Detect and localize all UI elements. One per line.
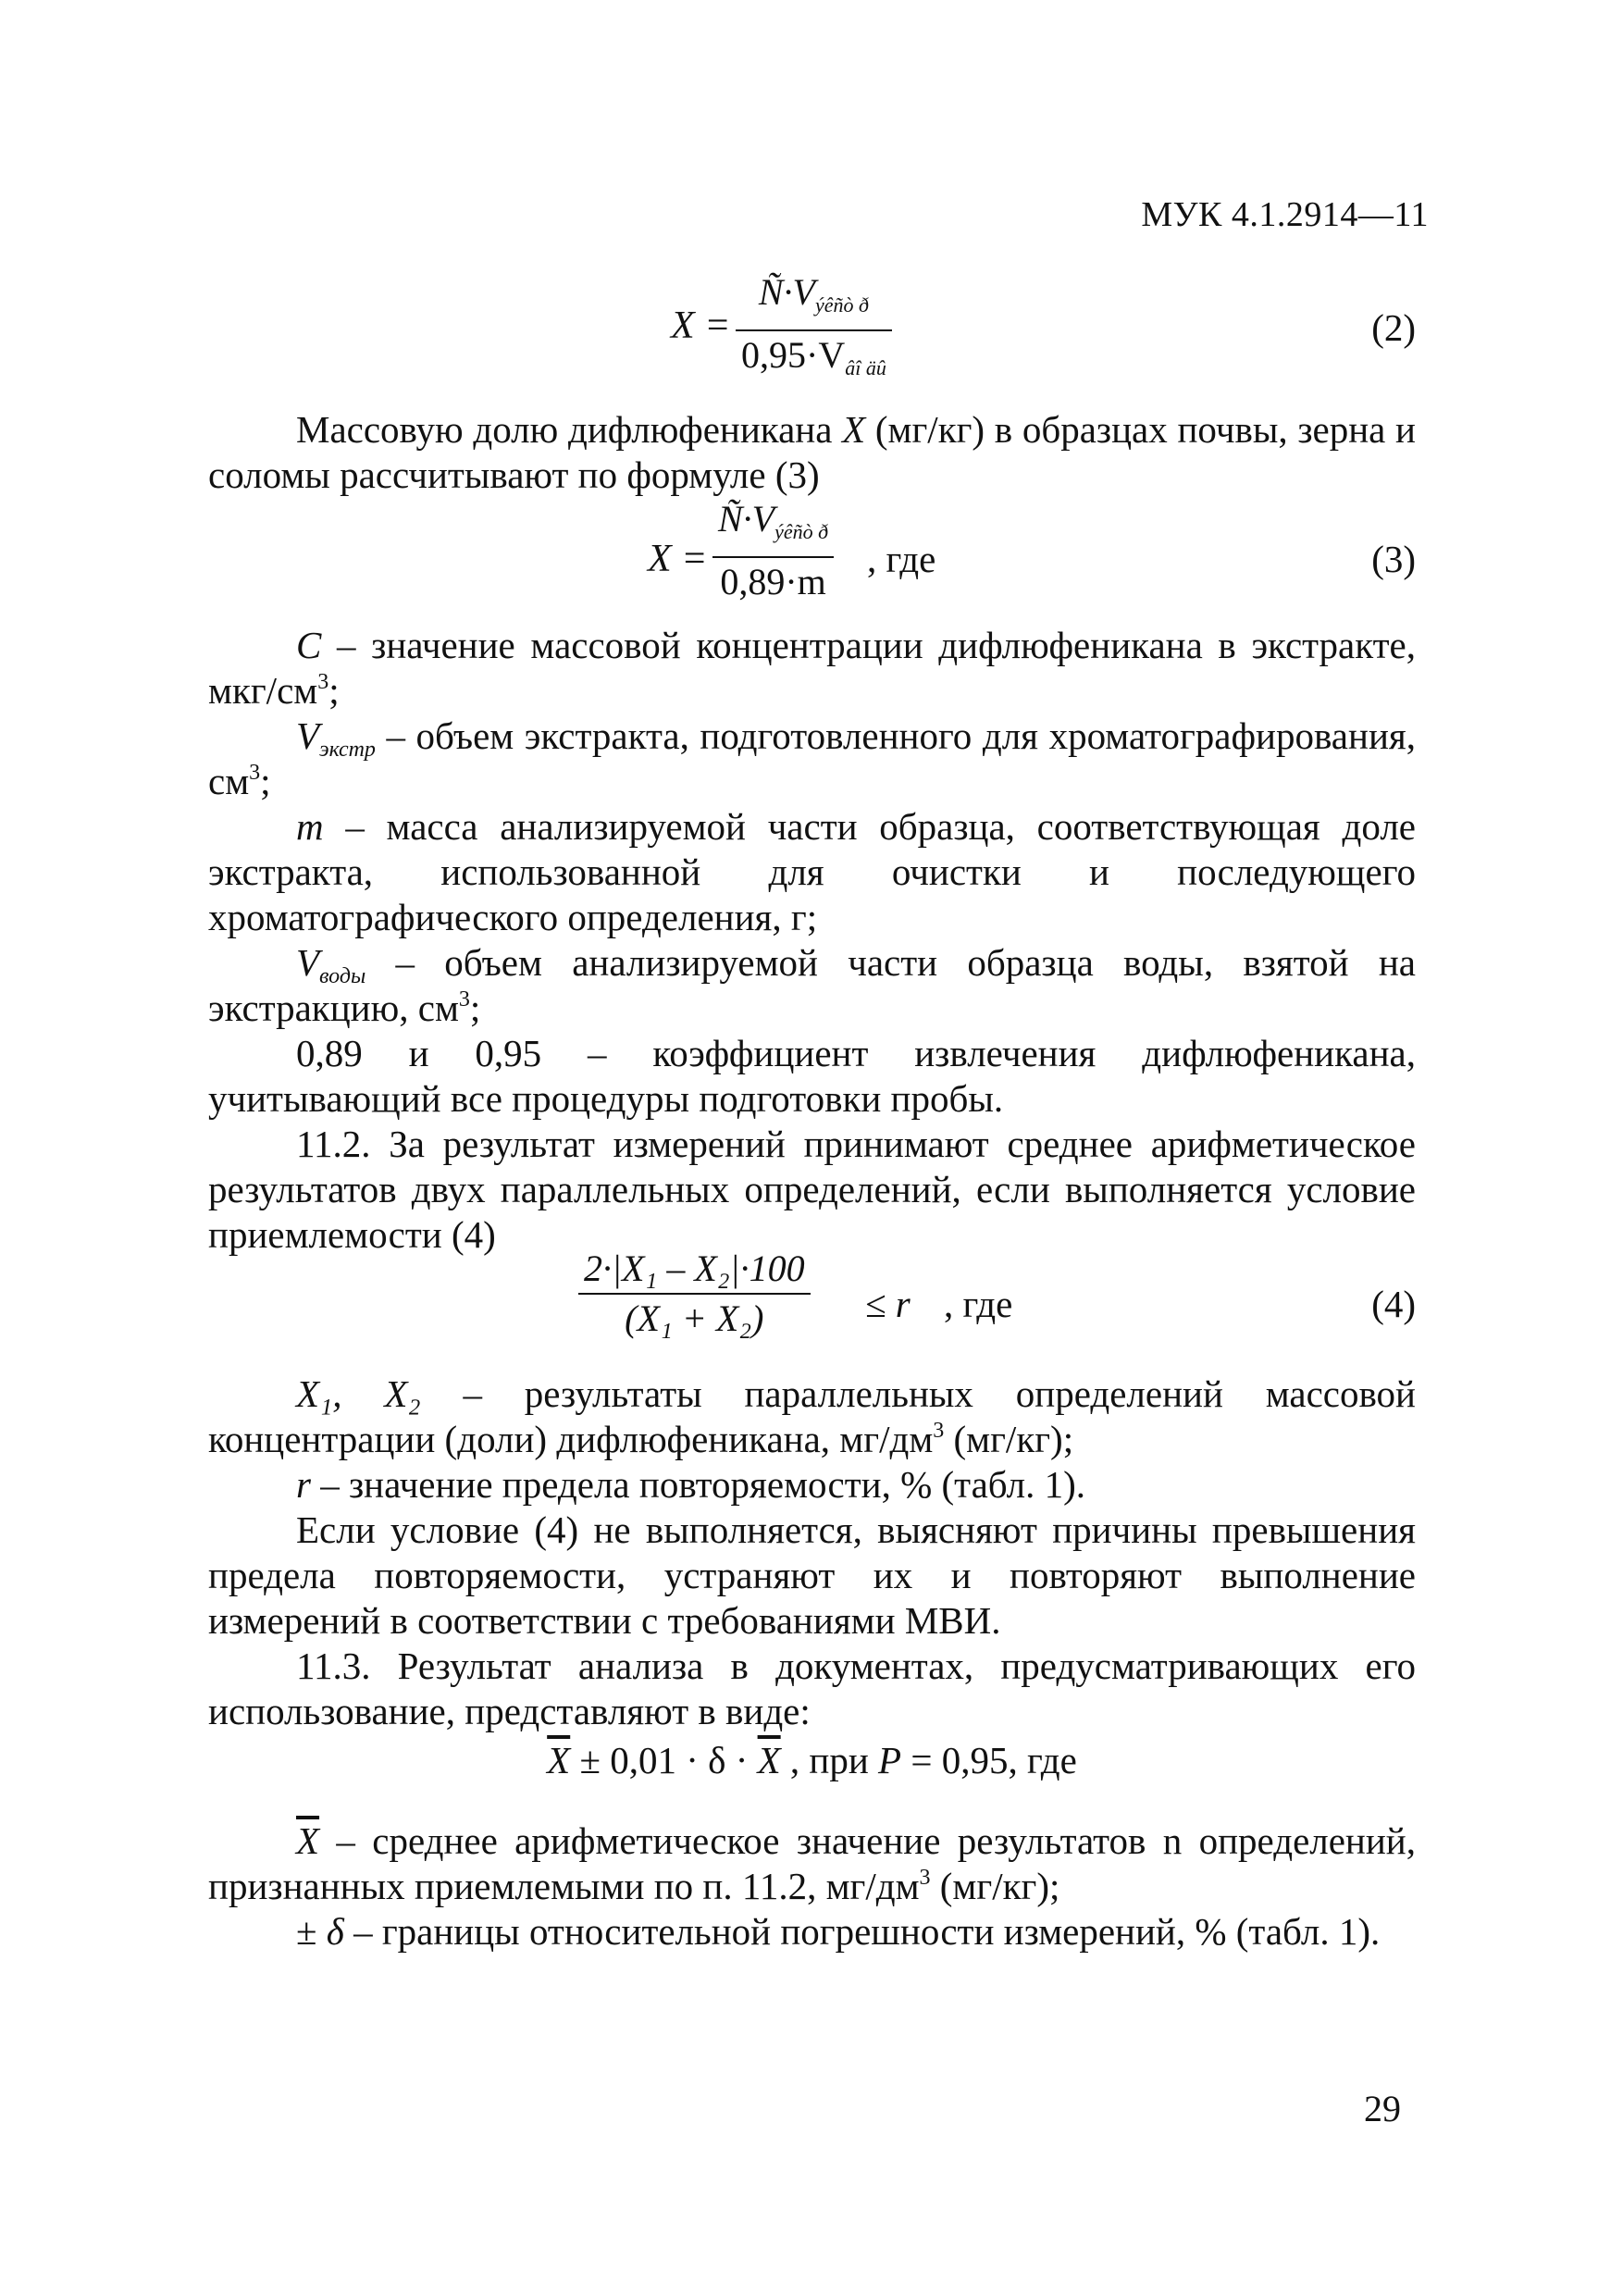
- definition-x1-x2: X₁, X₂ – результаты параллельных определений массовой концентрации (доли) дифлюфеникана, $мг/дм^3$ (мг/кг);: [208, 1372, 1416, 1460]
- section-11-2: 11.2. За результат измерений принимают среднее арифметическое результатов двух параллельных определений, если выполняется условие приемлемости (4): [208, 1123, 1416, 1256]
- definition-xbar: $\overline{X}$ – среднее арифметическое значение результатов n определений, признанных приемлемыми по п. 11.2, $мг/дм^3$ (мг/кг);: [208, 1819, 1416, 1907]
- formula-3-tail: , где: [867, 538, 936, 580]
- formula-2-lhs: X =: [671, 304, 731, 347]
- page-number: 29: [1364, 2088, 1401, 2129]
- formula-3: [208, 495, 1416, 606]
- paragraph-mass-fraction: Массовую долю дифлюфеникана X (мг/кг) в образцах почвы, зерна и соломы рассчитывают по формуле (3): [208, 408, 1416, 496]
- section-11-3: 11.3. Результат анализа в документах, предусматривающих его использование, представляют в виде:: [208, 1644, 1416, 1732]
- definitions-5-block: [208, 1818, 1416, 1955]
- formula-3-fraction: [712, 495, 834, 606]
- definition-v-extract: $V_{экстр}$ – объем экстракта, подготовленного для хроматографирования, $см^3$;: [208, 714, 1416, 802]
- formula-2-fraction: [736, 268, 892, 392]
- formula-4-numerator: 2·|X₁ – X₂|·100: [584, 1247, 805, 1289]
- document-id: МУК 4.1.2914—11: [1141, 195, 1429, 234]
- definition-c: C – значение массовой концентрации дифлюфеникана в экстракте, мкг/$см^3$;: [208, 624, 1416, 712]
- equation-number-4: (4): [1371, 1283, 1416, 1325]
- formula-result: $\overline{X} \pm 0,01 \cdot \delta \cdot \overline{X}$ , при P = 0,95, где: [547, 1739, 1077, 1781]
- formula-3-numerator: $Ñ\cdot V_{ýêñò ð}$: [718, 498, 829, 543]
- definition-v-water: $V_{воды}$ – объем анализируемой части образца воды, взятой на экстракцию, $см^3$;: [208, 941, 1416, 1029]
- equation-number-3: (3): [1371, 538, 1416, 580]
- formula-4-tail: , где: [944, 1283, 1013, 1325]
- definitions-4-block: [208, 1371, 1416, 1734]
- definition-delta: ± δ – границы относительной погрешности измерений, % (табл. 1).: [296, 1910, 1381, 1953]
- formula-2-numerator: $Ñ\cdot V_{ýêñò ð}$: [758, 271, 869, 316]
- formula-4-fraction: [578, 1245, 811, 1343]
- formula-4: [208, 1245, 1416, 1356]
- equation-number-2: (2): [1371, 306, 1416, 349]
- definition-r: r – значение предела повторяемости, % (табл. 1).: [296, 1463, 1085, 1506]
- definition-coefficient: 0,89 и 0,95 – коэффициент извлечения дифлюфеникана, учитывающий все процедуры подготовки пробы.: [208, 1032, 1416, 1120]
- formula-2-denominator: $0,95\cdot V_{âî äû}$: [741, 334, 886, 379]
- formula-3-denominator: 0,89·m: [720, 561, 826, 602]
- formula-2: [208, 268, 1416, 379]
- formula-3-lhs: X =: [648, 538, 708, 580]
- definition-m: m – масса анализируемой части образца, соответствующая доле экстракта, использованной для очистки и последующего хроматографического определения, г;: [208, 805, 1416, 938]
- formula-4-relation: ≤ r: [865, 1283, 911, 1325]
- formula-4-denominator: (X₁ + X₂): [625, 1297, 764, 1339]
- definitions-block: [208, 623, 1416, 1258]
- paragraph-if-not: Если условие (4) не выполняется, выясняют причины превышения предела повторяемости, устраняют их и повторяют выполнение измерений в соответствии с требованиями МВИ.: [208, 1508, 1416, 1642]
